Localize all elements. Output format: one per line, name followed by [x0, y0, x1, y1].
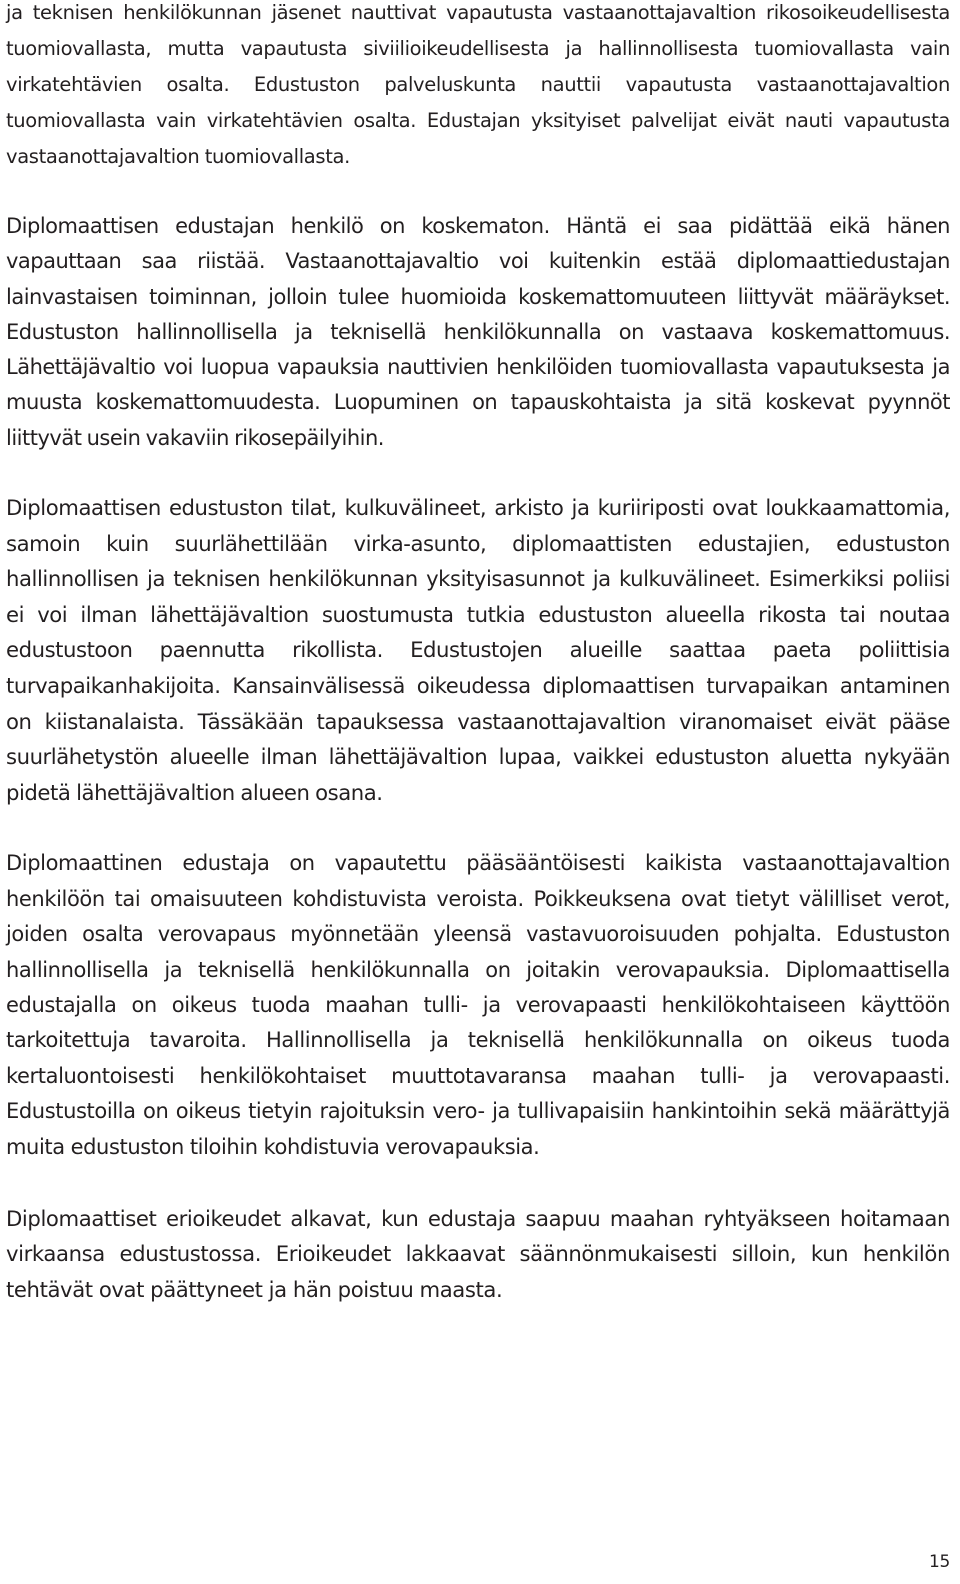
paragraph-privileges-duration: Diplomaattiset erioikeudet alkavat, kun edustaja saapuu maahan ryhtyäkseen hoitamaan virkaansa edustustossa. Erioikeudet lakkaavat säännönmukaisesti silloin, kun henkilön tehtävät ovat päättyneet ja hän poistuu maasta. — [6, 1206, 950, 1302]
paragraph-inviolability-person: Diplomaattisen edustajan henkilö on koskematon. Häntä ei saa pidättää eikä hänen vapauttaan saa riistää. Vastaanottajavaltio voi kuitenkin estää diplomaattiedustajan lainvastaisen toiminnan, jolloin tulee huomioida koskemattomuuteen liittyvät määräykset. Edustuston hallinnollisella ja teknisellä henkilökunnalla on vastaava koskemattomuus. Lähettäjävaltio voi luopua vapauksia nauttivien henkilöiden tuomiovallasta vapautuksesta ja muusta koskemattomuudesta. Luopuminen on tapauskohtaista ja sitä koskevat pyynnöt liittyvät usein vakaviin rikosepäilyihin. — [6, 214, 950, 450]
paragraph-inviolability-premises: Diplomaattisen edustuston tilat, kulkuvälineet, arkisto ja kuriiriposti ovat loukkaamattomia, samoin kuin suurlähettilään virka-asunto, diplomaattisten edustajien, edustuston hallinnollisen ja teknisen henkilökunnan yksityisasunnot ja kulkuvälineet. Esimerkiksi poliisi ei voi ilman lähettäjävaltion suostumusta tutkia edustuston alueella rikosta tai noutaa edustustoon paennutta rikollista. Edustustojen alueille saattaa paeta poliittisia turvapaikanhakijoita. Kansainvälisessä oikeudessa diplomaattisen turvapaikan antaminen on kiistanalaista. Tässäkään tapauksessa vastaanottajavaltion viranomaiset eivät pääse suurlähetystön alueelle ilman lähettäjävaltion lupaa, vaikkei edustuston aluetta nykyään pidetä lähettäjävaltion alueen osana. — [6, 495, 950, 805]
paragraph-immunity-staff: ja teknisen henkilökunnan jäsenet nauttivat vapautusta vastaanottajavaltion rikosoikeudellisesta tuomiovallasta, mutta vapautusta siviilioikeudellisesta ja hallinnollisesta tuomiovallasta vain virkatehtävien osalta. Edustuston palveluskunta nauttii vapautusta vastaanottajavaltion tuomiovallasta vain virkatehtävien osalta. Edustajan yksityiset palvelijat eivät nauti vapautusta vastaanottajavaltion tuomiovallasta. — [6, 1, 950, 168]
document-page — [6, 0, 950, 1307]
paragraph-tax-exemption: Diplomaattinen edustaja on vapautettu pääsääntöisesti kaikista vastaanottajavaltion henkilöön tai omaisuuteen kohdistuvista veroista. Poikkeuksena ovat tietyt välilliset verot, joiden osalta verovapaus myönnetään yleensä vastavuoroisuuden pohjalta. Edustuston hallinnollisella ja teknisellä henkilökunnalla on joitakin verovapauksia. Diplomaattisella edustajalla on oikeus tuoda maahan tulli- ja verovapaasti henkilökohtaiseen käyttöön tarkoitettuja tavaroita. Hallinnollisella ja teknisellä henkilökunnalla on oikeus tuoda kertaluontoisesti henkilökohtaiset muuttotavaransa maahan tulli- ja verovapaasti. Edustustoilla on oikeus tietyin rajoituksin vero- ja tullivapaisiin hankintoihin sekä määrättyjä muita edustuston tiloihin kohdistuvia verovapauksia. — [6, 851, 950, 1159]
page-number: 15 — [928, 1552, 950, 1572]
